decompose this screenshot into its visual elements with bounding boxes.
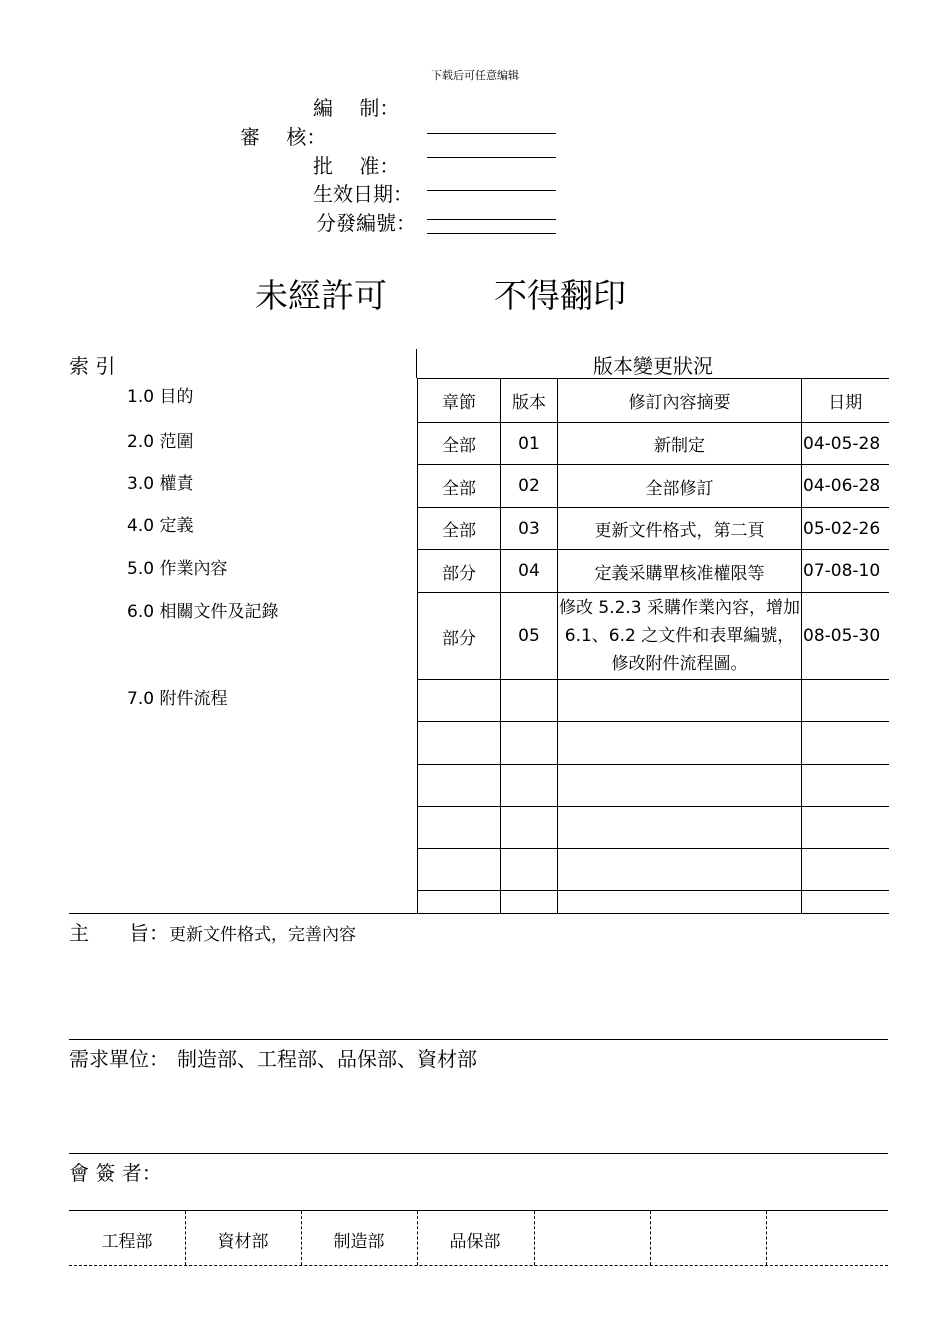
purpose-row bbox=[69, 917, 356, 946]
countersign-cell-divider bbox=[766, 1211, 767, 1265]
cell-date: 05-02-26 bbox=[802, 508, 889, 550]
index-title: 索 引 bbox=[69, 354, 116, 378]
table-row bbox=[418, 465, 889, 508]
cell-version: 02 bbox=[501, 465, 558, 508]
purpose-label: 主 旨： bbox=[69, 921, 169, 945]
no-copy-banner-left: 未經許可 bbox=[255, 276, 387, 315]
cell-date: 04-05-28 bbox=[802, 423, 889, 465]
table-row-empty bbox=[418, 891, 889, 914]
cell-version: 04 bbox=[501, 550, 558, 593]
cell-summary: 修改 5.2.3 采購作業內容，增加 6.1、6.2 之文件和表單編號，修改附件流程圖。 bbox=[558, 593, 802, 680]
review-signature-line bbox=[427, 133, 556, 134]
cell-chapter: 部分 bbox=[418, 593, 501, 680]
approve-signature-line bbox=[427, 157, 556, 158]
table-row bbox=[418, 550, 889, 593]
countersign-cell-divider bbox=[534, 1211, 535, 1265]
index-item: 3.0 權責 bbox=[127, 474, 194, 494]
cell-date: 08-05-30 bbox=[802, 593, 889, 680]
no-copy-banner-right: 不得翻印 bbox=[494, 276, 626, 315]
countersign-dept-quality: 品保部 bbox=[449, 1232, 501, 1252]
table-row-empty bbox=[418, 680, 889, 722]
edit-note: 下载后可任意编辑 bbox=[431, 69, 519, 82]
cell-date: 07-08-10 bbox=[802, 550, 889, 593]
version-table-title: 版本變更狀況 bbox=[593, 354, 713, 378]
table-row bbox=[418, 593, 889, 680]
countersign-cell-divider bbox=[650, 1211, 651, 1265]
review-label: 審 核： bbox=[240, 125, 327, 149]
countersign-label: 會 簽 者： bbox=[69, 1161, 162, 1185]
cell-date: 04-06-28 bbox=[802, 465, 889, 508]
index-item: 7.0 附件流程 bbox=[127, 689, 228, 709]
distribution-number-underline bbox=[427, 233, 556, 234]
requesting-units-label: 需求單位： bbox=[69, 1047, 169, 1071]
compile-label: 編 制： bbox=[313, 96, 400, 120]
index-item: 5.0 作業內容 bbox=[127, 559, 228, 579]
header-summary: 修訂內容摘要 bbox=[558, 379, 802, 423]
approve-label: 批 准： bbox=[313, 154, 400, 178]
table-header-row bbox=[418, 379, 889, 423]
table-row-empty bbox=[418, 807, 889, 849]
section-divider bbox=[416, 349, 417, 378]
section-separator bbox=[69, 1039, 888, 1040]
effective-date-label: 生效日期： bbox=[313, 182, 413, 206]
cell-summary: 新制定 bbox=[558, 423, 802, 465]
countersign-dept-manufacturing: 制造部 bbox=[333, 1232, 385, 1252]
table-row bbox=[418, 508, 889, 550]
cell-summary: 全部修訂 bbox=[558, 465, 802, 508]
version-table bbox=[417, 378, 889, 914]
index-item: 4.0 定義 bbox=[127, 516, 194, 536]
index-item: 2.0 范圍 bbox=[127, 432, 194, 452]
cell-chapter: 部分 bbox=[418, 550, 501, 593]
distribution-number-line bbox=[427, 219, 556, 220]
cell-summary: 定義采購單核准權限等 bbox=[558, 550, 802, 593]
section-separator bbox=[69, 1153, 888, 1154]
table-row-empty bbox=[418, 765, 889, 807]
table-row-empty bbox=[418, 722, 889, 765]
countersign-dept-engineering: 工程部 bbox=[101, 1232, 153, 1252]
header-version: 版本 bbox=[501, 379, 558, 423]
cell-chapter: 全部 bbox=[418, 423, 501, 465]
cell-version: 01 bbox=[501, 423, 558, 465]
header-date: 日期 bbox=[802, 379, 889, 423]
cell-chapter: 全部 bbox=[418, 508, 501, 550]
effective-date-line bbox=[427, 190, 556, 191]
cell-version: 03 bbox=[501, 508, 558, 550]
countersign-dept-materials: 資材部 bbox=[217, 1232, 269, 1252]
countersign-table-bottom bbox=[69, 1265, 888, 1266]
purpose-value: 更新文件格式，完善內容 bbox=[169, 925, 356, 945]
requesting-units-value: 制造部、工程部、品保部、資材部 bbox=[177, 1047, 477, 1071]
requesting-units-row bbox=[69, 1043, 477, 1072]
index-item: 1.0 目的 bbox=[127, 387, 194, 407]
cell-chapter: 全部 bbox=[418, 465, 501, 508]
table-row-empty bbox=[418, 849, 889, 891]
cell-summary: 更新文件格式，第二頁 bbox=[558, 508, 802, 550]
table-row bbox=[418, 423, 889, 465]
section-separator bbox=[69, 913, 888, 914]
distribution-number-label: 分發編號： bbox=[316, 211, 416, 235]
index-item: 6.0 相關文件及記錄 bbox=[127, 602, 279, 622]
header-chapter: 章節 bbox=[418, 379, 501, 423]
cell-version: 05 bbox=[501, 593, 558, 680]
